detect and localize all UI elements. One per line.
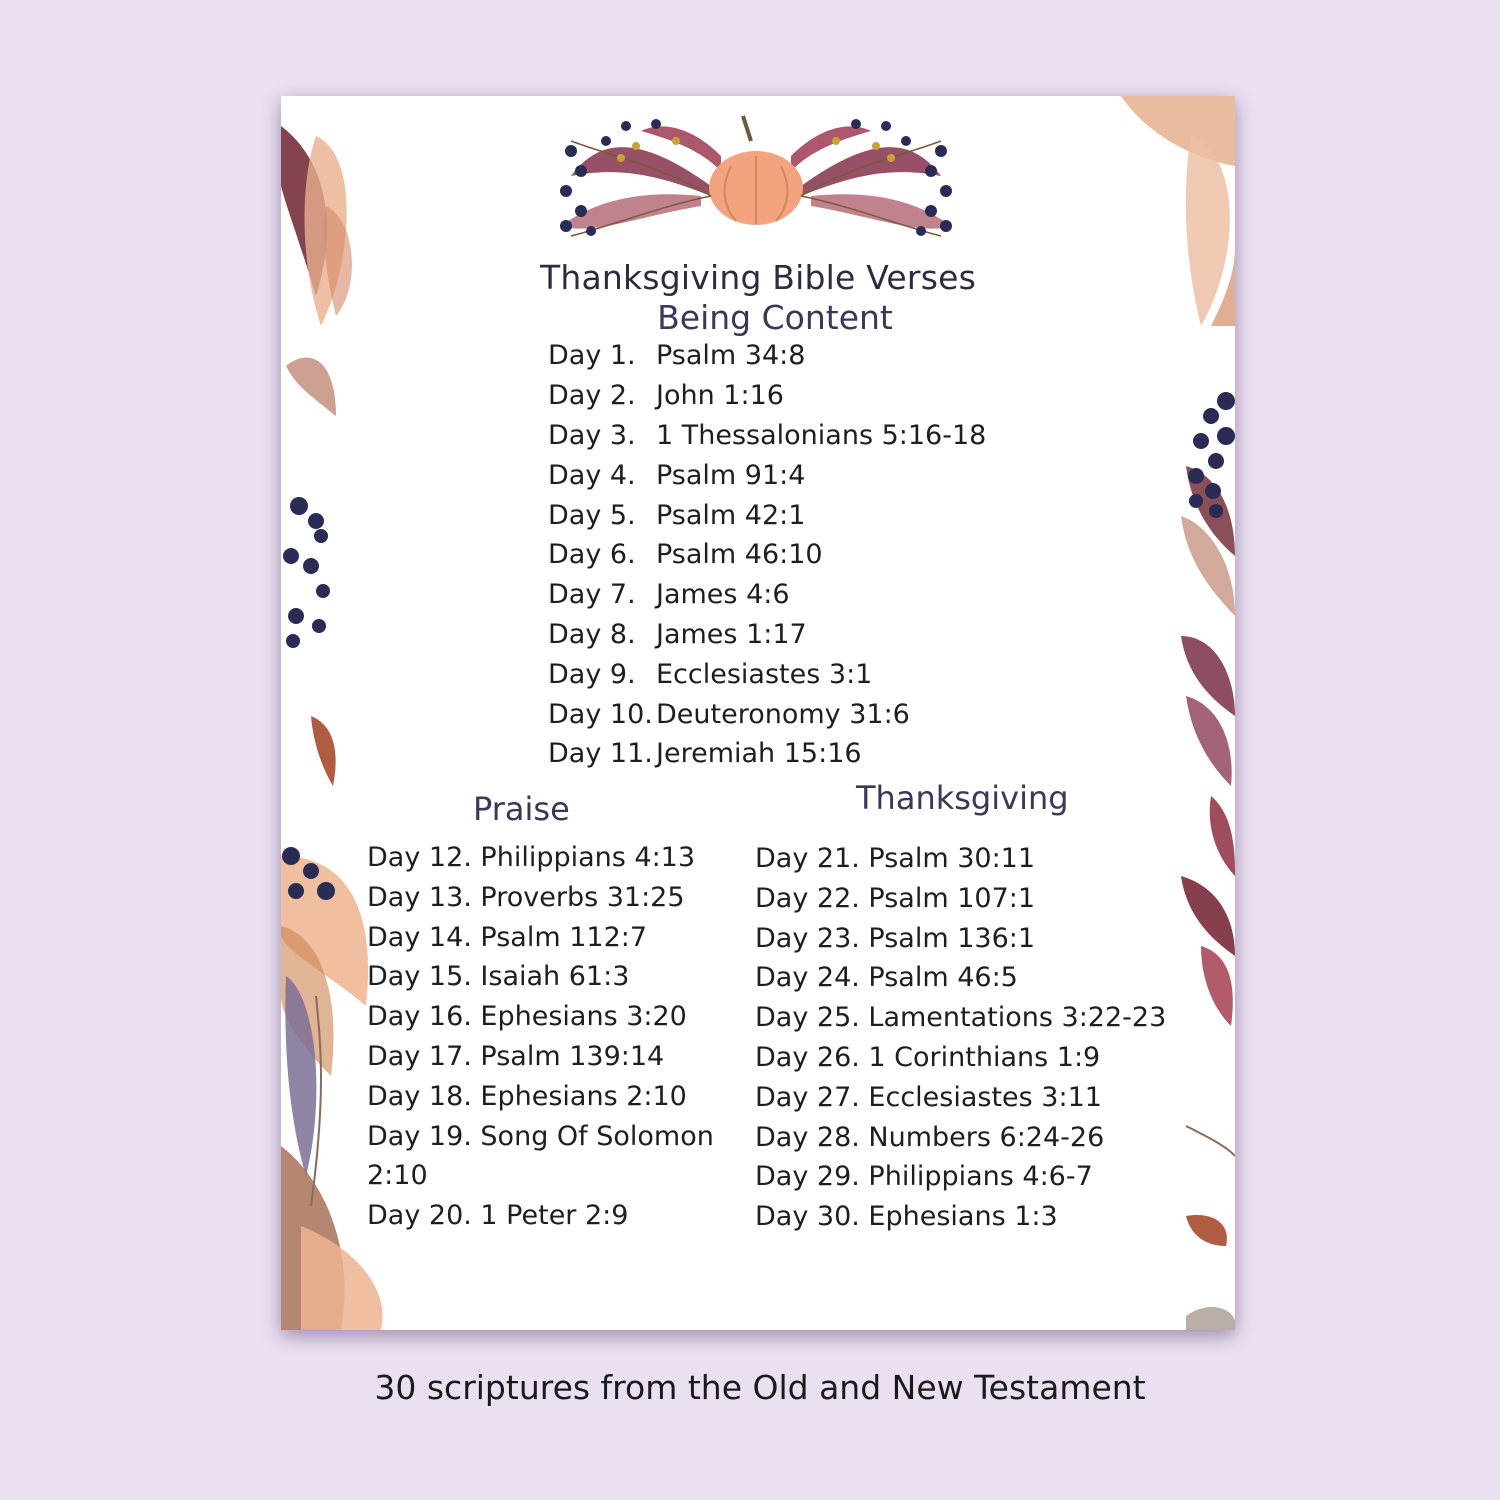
list-item	[548, 654, 1108, 694]
list-item: Day 27. Ecclesiastes 3:11	[755, 1081, 1102, 1113]
list-item: Day 13. Proverbs 31:25	[367, 881, 685, 913]
day-label: Day 2.	[548, 380, 636, 412]
section-heading-thanksgiving: Thanksgiving	[856, 779, 1069, 817]
list-item	[548, 376, 1108, 416]
list-item	[548, 416, 1108, 456]
list-item: Day 18. Ephesians 2:10	[367, 1080, 687, 1112]
pumpkin-bouquet	[560, 116, 952, 236]
verse-reference: Psalm 42:1	[656, 499, 806, 531]
list-item	[548, 535, 1108, 575]
printable-sheet	[281, 96, 1235, 1330]
list-item: Day 29. Philippians 4:6-7	[755, 1161, 1093, 1193]
verse-reference: Ecclesiastes 3:1	[656, 658, 873, 690]
day-label: Day 8.	[548, 618, 636, 650]
verse-reference: James 4:6	[656, 579, 790, 611]
list-item: Day 16. Ephesians 3:20	[367, 1001, 687, 1033]
day-label: Day 3.	[548, 419, 636, 451]
list-item	[548, 734, 1108, 774]
list-item: Day 28. Numbers 6:24-26	[755, 1121, 1105, 1153]
list-item	[548, 495, 1108, 535]
thanksgiving-list	[755, 839, 1195, 1237]
list-item: Day 30. Ephesians 1:3	[755, 1201, 1058, 1233]
list-item	[548, 336, 1108, 376]
list-item: Day 24. Psalm 46:5	[755, 962, 1018, 994]
list-item: Day 26. 1 Corinthians 1:9	[755, 1041, 1101, 1073]
verse-reference: James 1:17	[656, 618, 807, 650]
list-item: Day 15. Isaiah 61:3	[367, 961, 630, 993]
list-item: Day 20. 1 Peter 2:9	[367, 1200, 629, 1232]
verse-reference: Psalm 46:10	[656, 539, 823, 571]
day-label: Day 11.	[548, 738, 653, 770]
verse-reference: Jeremiah 15:16	[656, 738, 862, 770]
list-item: Day 22. Psalm 107:1	[755, 882, 1036, 914]
day-label: Day 10.	[548, 698, 653, 730]
day-label: Day 5.	[548, 499, 636, 531]
section-heading-being-content: Being Content	[657, 298, 893, 337]
day-label: Day 7.	[548, 579, 636, 611]
list-item: Day 12. Philippians 4:13	[367, 842, 696, 873]
verse-reference: John 1:16	[656, 380, 784, 412]
verse-reference: 1 Thessalonians 5:16-18	[656, 419, 987, 451]
list-item	[548, 455, 1108, 495]
list-item	[548, 615, 1108, 655]
being-content-list	[548, 336, 1108, 774]
list-item: Day 25. Lamentations 3:22-23	[755, 1002, 1167, 1034]
day-label: Day 9.	[548, 658, 636, 690]
caption: 30 scriptures from the Old and New Testament	[374, 1368, 1146, 1407]
section-heading-praise: Praise	[473, 790, 570, 828]
list-item: Day 23. Psalm 136:1	[755, 922, 1036, 954]
left-berries	[282, 497, 335, 900]
page-title: Thanksgiving Bible Verses	[540, 258, 976, 297]
list-item	[548, 694, 1108, 734]
praise-list	[367, 838, 737, 1236]
day-label: Day 1.	[548, 340, 636, 372]
day-label: Day 6.	[548, 539, 636, 571]
verse-reference: Deuteronomy 31:6	[656, 698, 910, 730]
list-item: Day 17. Psalm 139:14	[367, 1040, 665, 1072]
list-item: Day 21. Psalm 30:11	[755, 843, 1036, 874]
list-item	[548, 575, 1108, 615]
verse-reference: Psalm 91:4	[656, 459, 806, 491]
list-item: Day 14. Psalm 112:7	[367, 921, 648, 953]
list-item: Day 19. Song Of Solomon 2:10	[367, 1120, 714, 1192]
verse-reference: Psalm 34:8	[656, 340, 806, 372]
day-label: Day 4.	[548, 459, 636, 491]
